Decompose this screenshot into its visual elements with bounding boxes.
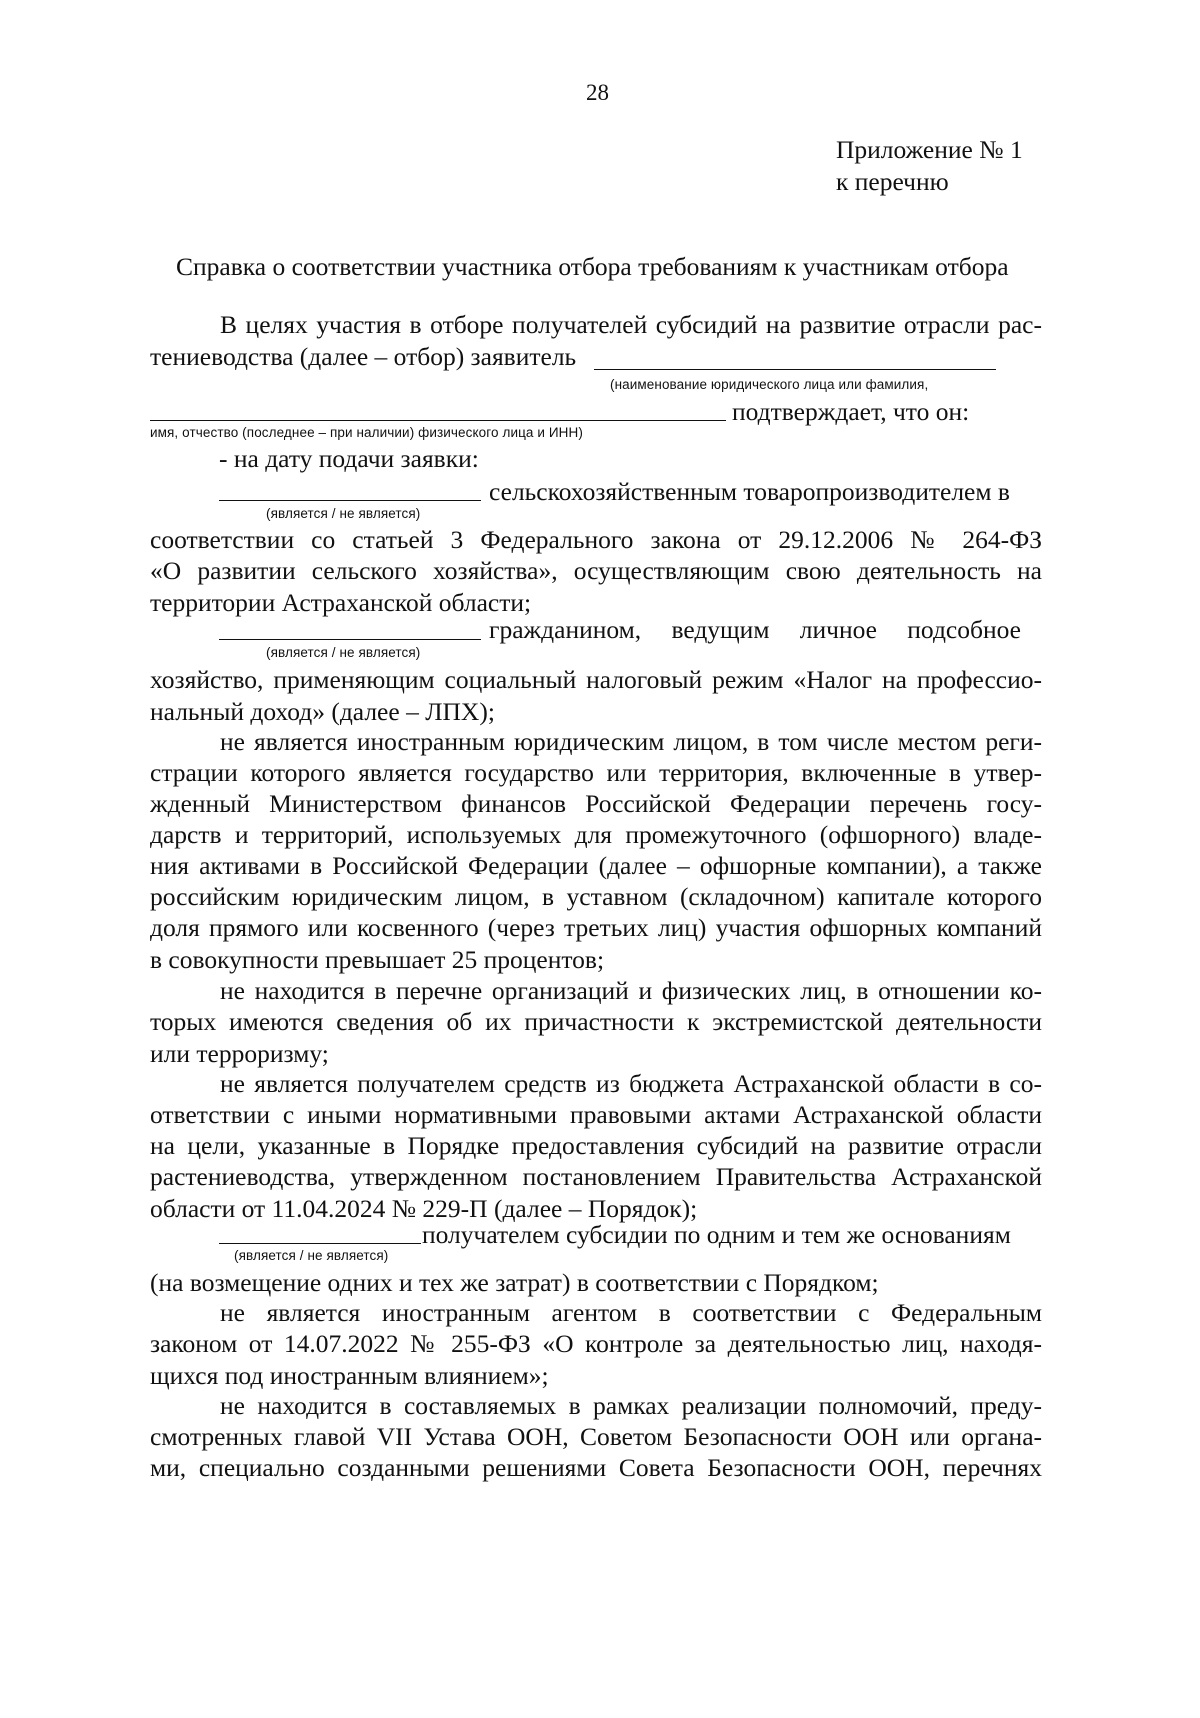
text-line: доля прямого или косвенного (через третьих лиц) участия офшорных компаний: [150, 913, 1042, 942]
text-line: ми, специально созданными решениями Совета Безопасности ООН, перечнях: [150, 1453, 1042, 1482]
text-line: растениеводства, утвержденном постановлением Правительства Астраханской: [150, 1162, 1042, 1191]
text-line: получателем субсидии по одним и тем же основаниям: [422, 1220, 1011, 1249]
page-number: 28: [586, 80, 609, 105]
text-line: «О развитии сельского хозяйства», осуществляющим свою деятельность на: [150, 556, 1042, 585]
text-line: ния активами в Российской Федерации (далее – офшорные компании), а также: [150, 851, 1042, 880]
field-caption: (является / не является): [266, 645, 421, 660]
field-caption: (является / не является): [266, 506, 421, 521]
text-line: дарств и территорий, используемых для промежуточного (офшорного) владе-: [150, 820, 1042, 849]
text-line: ответствии с иными нормативными правовыми актами Астраханской области: [150, 1100, 1042, 1129]
text-line: или терроризму;: [150, 1039, 329, 1068]
text-line: не является иностранным юридическим лицом, в том числе местом реги-: [220, 727, 1042, 756]
text-line: щихся под иностранным влиянием»;: [150, 1361, 549, 1390]
applicant-name-blank-cont[interactable]: [150, 420, 726, 421]
text-line: не находится в составляемых в рамках реализации полномочий, преду-: [220, 1391, 1042, 1420]
text-line: жденный Министерством финансов Российской Федерации перечень госу-: [150, 789, 1042, 818]
text-line: законом от 14.07.2022 № 255-ФЗ «О контроле за деятельностью лиц, находя-: [150, 1329, 1042, 1358]
text-line: В целях участия в отборе получателей субсидий на развитие отрасли рас-: [220, 310, 1042, 339]
text-line: гражданином, ведущим личное подсобное: [489, 615, 1021, 644]
text-line: не находится в перечне организаций и физических лиц, в отношении ко-: [220, 976, 1042, 1005]
text-line: территории Астраханской области;: [150, 588, 532, 617]
text-line: подтверждает, что он:: [732, 397, 970, 426]
appendix-label: Приложение № 1: [836, 135, 1023, 164]
text-line: торых имеются сведения об их причастности к экстремистской деятельности: [150, 1007, 1042, 1036]
text-line: тениеводства (далее – отбор) заявитель: [150, 342, 577, 371]
field-caption: (является / не является): [234, 1248, 389, 1263]
field-caption: имя, отчество (последнее – при наличии) физического лица и ИНН): [150, 425, 583, 440]
document-title: Справка о соответствии участника отбора требованиям к участникам отбора: [176, 252, 1009, 281]
text-line: области от 11.04.2024 № 229-П (далее – Порядок);: [150, 1194, 698, 1223]
text-line: сельскохозяйственным товаропроизводителем в: [489, 477, 1010, 506]
text-line: страции которого является государство или территория, включенные в утвер-: [150, 758, 1042, 787]
text-line: российским юридическим лицом, в уставном (складочном) капитале которого: [150, 882, 1042, 911]
status-blank-3[interactable]: [219, 1243, 421, 1244]
text-line: хозяйство, применяющим социальный налоговый режим «Налог на профессио-: [150, 665, 1042, 694]
appendix-sublabel: к перечню: [836, 167, 949, 196]
status-blank-1[interactable]: [219, 500, 481, 501]
text-line: (на возмещение одних и тех же затрат) в соответствии с Порядком;: [150, 1268, 879, 1297]
text-line: соответствии со статьей 3 Федерального закона от 29.12.2006 № 264-ФЗ: [150, 525, 1042, 554]
text-line: смотренных главой VII Устава ООН, Советом Безопасности ООН или органа-: [150, 1422, 1042, 1451]
text-line: - на дату подачи заявки:: [219, 444, 479, 473]
text-line: нальный доход» (далее – ЛПХ);: [150, 697, 495, 726]
status-blank-2[interactable]: [219, 639, 481, 640]
text-line: не является получателем средств из бюджета Астраханской области в со-: [220, 1069, 1042, 1098]
text-line: на цели, указанные в Порядке предоставления субсидий на развитие отрасли: [150, 1131, 1042, 1160]
text-line: в совокупности превышает 25 процентов;: [150, 945, 605, 974]
applicant-name-blank[interactable]: [594, 369, 996, 370]
text-line: не является иностранным агентом в соответствии с Федеральным: [220, 1298, 1042, 1327]
field-caption: (наименование юридического лица или фамилия,: [610, 377, 929, 392]
